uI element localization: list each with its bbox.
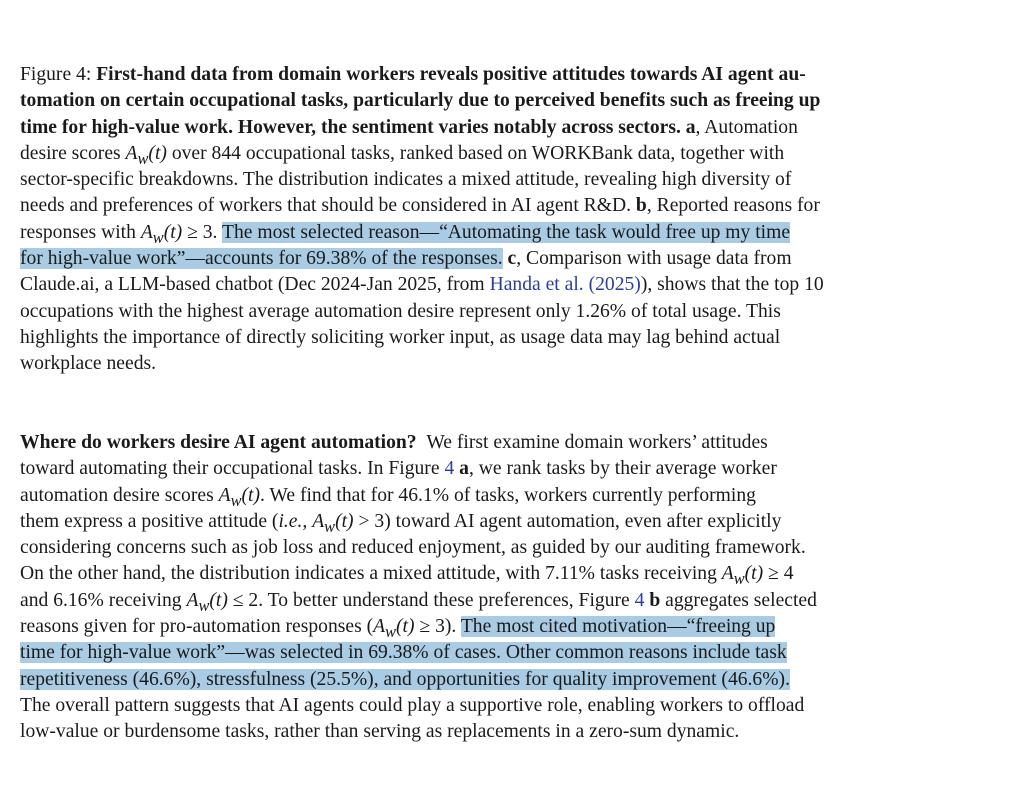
caption-line: [20, 62, 1006, 88]
caption-highlight: The most selected reason—“Automating the task would free up my time: [222, 221, 791, 243]
caption-line: sector-specific breakdowns. The distribution indicates a mixed attitude, revealing high diversity of: [20, 169, 792, 191]
caption-line: occupations with the highest average automation desire represent only 1.26% of total usage. This: [20, 300, 781, 322]
figure-caption: [20, 62, 1006, 378]
paragraph-line: Where do workers desire AI agent automation? We first examine domain workers’ attitudes: [20, 432, 768, 453]
paragraph-line: reasons given for pro-automation responses $(A_w(t) \ge 3)$. The most cited motivation—“freeing up: [20, 616, 776, 641]
paragraph-line: low-value or burdensome tasks, rather than serving as replacements in a zero-sum dynamic.: [20, 721, 740, 743]
paragraph-highlight: The most cited motivation—“freeing up: [460, 616, 776, 638]
paragraph-line: On the other hand, the distribution indicates a mixed attitude, with 7.11% tasks receiving $A_w(t) \ge 4$: [20, 563, 794, 589]
caption-line: needs and preferences of workers that should be considered in AI agent R&D. b, Reported reasons for: [20, 195, 820, 217]
paragraph-line: time for high-value work”—was selected in 69.38% of cases. Other common reasons include task: [20, 642, 787, 664]
figure-ref-link[interactable]: 4: [634, 589, 645, 611]
figure-ref-link[interactable]: 4: [444, 458, 455, 480]
caption-line: tomation on certain occupational tasks, particularly due to perceived benefits such as freeing up: [20, 90, 821, 112]
paragraph-line: considering concerns such as job loss and reduced enjoyment, as guided by our auditing framework.: [20, 537, 806, 559]
caption-line: responses with $A_w(t) \ge 3$. The most selected reason—“Automating the task would free up my time: [20, 221, 791, 247]
paragraph-line: them express a positive attitude (i.e., $A_w(t) > 3$) toward AI agent automation, even after explicitly: [20, 510, 782, 536]
caption-bold-line: First-hand data from domain workers reveals positive attitudes towards AI agent au-: [96, 64, 806, 85]
paragraph-line: toward automating their occupational tasks. In Figure 4 a, we rank tasks by their average worker: [20, 458, 777, 480]
paragraph-heading: Where do workers desire AI agent automation?: [20, 432, 417, 453]
caption-line: workplace needs.: [20, 353, 157, 375]
caption-label: Figure 4:: [20, 64, 92, 85]
caption-line: Claude.ai, a LLM-based chatbot (Dec 2024-Jan 2025, from Handa et al. (2025)), shows that the top 10: [20, 274, 824, 296]
paragraph-line: repetitiveness (46.6%), stressfulness (25.5%), and opportunities for quality improvement (46.6%).: [20, 668, 790, 690]
paragraph-line: automation desire scores $A_w(t)$. We find that for 46.1% of tasks, workers currently performing: [20, 484, 756, 510]
caption-line: highlights the importance of directly soliciting worker input, as usage data may lag behind actual: [20, 326, 781, 348]
caption-line: desire scores $A_w(t)$ over 844 occupational tasks, ranked based on WORKBank data, together with: [20, 142, 785, 168]
body-paragraph: [20, 430, 1006, 746]
caption-line: time for high-value work. However, the sentiment varies notably across sectors. a, Automation: [20, 116, 798, 138]
caption-line: for high-value work”—accounts for 69.38% of the responses. c, Comparison with usage data from: [20, 248, 792, 270]
paragraph-line: and 6.16% receiving $A_w(t) \le 2$. To better understand these preferences, Figure 4 b aggregates selected: [20, 589, 817, 615]
paragraph-line: The overall pattern suggests that AI agents could play a supportive role, enabling workers to offload: [20, 694, 805, 716]
citation-link[interactable]: Handa et al. (2025): [489, 274, 641, 296]
